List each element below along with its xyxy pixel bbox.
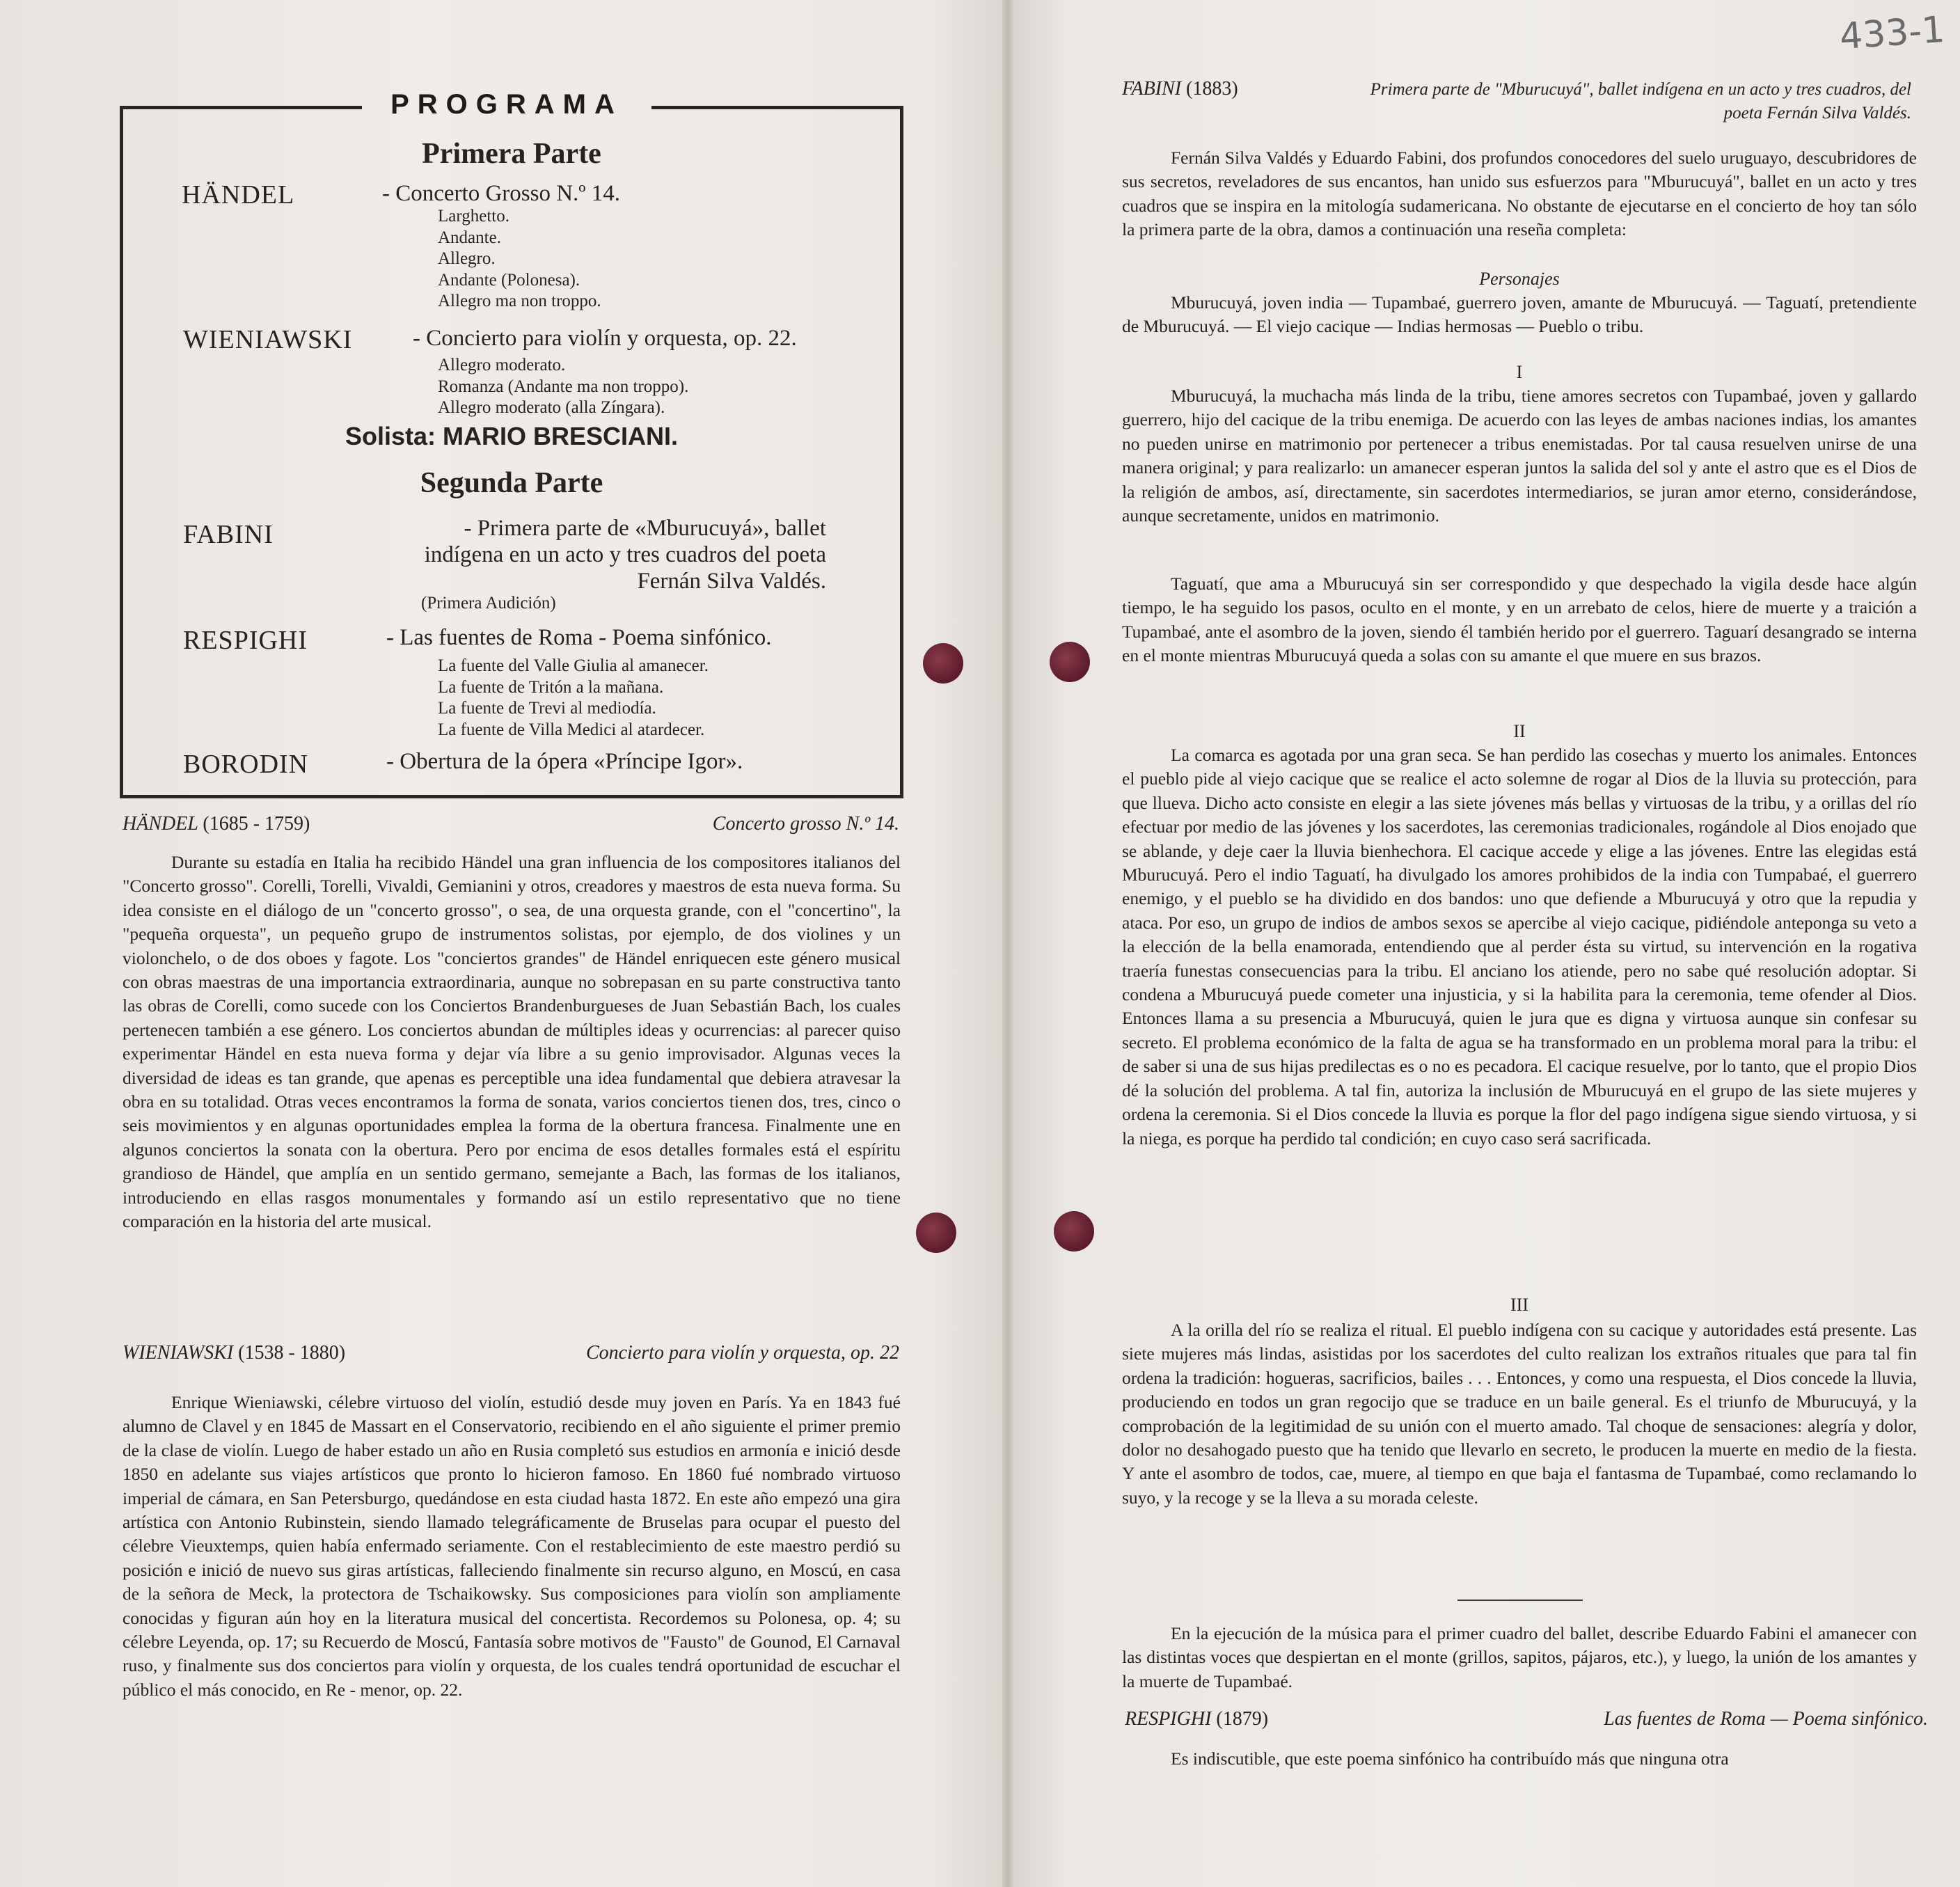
fabini-intro: Fernán Silva Valdés y Eduardo Fabini, dos profundos conocedores del suelo uruguayo, descubridores de sus secretos, reveladores de sus encantos, han unido sus esfuerzos para "Mburucuyá", ballet en un acto y tres cuadros que se inspira en la mitología sudamericana. No obstante de ejecutarse en el concierto de hoy tan sólo la primera parte de la obra, damos a continuación una reseña completa: [1122, 148, 1917, 240]
section-work: Primera parte de "Mburucuyá", ballet indígena en un acto y tres cuadros, del poeta Fernán Silva Valdés. [1370, 80, 1911, 123]
program-composer: BORODIN [183, 750, 309, 779]
punch-hole [916, 1213, 956, 1253]
page-fold [1002, 0, 1013, 1887]
section-work: Concierto para violín y orquesta, op. 22 [585, 1342, 899, 1364]
handel-heading [122, 813, 899, 835]
margin-note: 433-1 [1838, 8, 1946, 58]
section-work: Concerto grosso N.º 14. [712, 813, 899, 835]
program-composer: RESPIGHI [183, 626, 308, 655]
part-one-heading: Primera Parte [422, 138, 601, 170]
fabini-music-paragraph: En la ejecución de la música para el primer cuadro del ballet, describe Eduardo Fabini el amanecer con las distintas voces que despiertan en el monte (grillos, sapitos, pájaros, etc.), y luego, la unión de los amantes y la muerte de Tupambaé. [1122, 1623, 1917, 1691]
punch-hole [923, 643, 963, 684]
story-paragraph: Mburucuyá, la muchacha más linda de la tribu, tiene amores secretos con Tupambaé, joven y gallardo guerrero, hijo del cacique de la tribu enemiga. De acuerdo con las leyes de ambas naciones indias, los amantes no pueden unirse en matrimonio por pertenecer a tribus enemistadas. Por tal causa resuelven unirse de una manera original; y para realizarlo: un amanecer esperan juntos la salida del sol y ante el astro que es el Dios de la religión de ambos, así, directamente, sin sacerdotes intermediarios, se juran amor eterno, considerándose, aunque secretamente, unidos en matrimonio. [1122, 386, 1917, 526]
program-movements: La fuente del Valle Giulia al amanecer. La fuente de Tritón a la mañana. La fuente de Trevi al mediodía. La fuente de Villa Medici al atardecer. [438, 656, 709, 739]
wieniawski-paragraph: Enrique Wieniawski, célebre virtuoso del violín, estudió desde muy joven en París. Ya en 1843 fué alumno de Clavel y en 1845 de Massart en el Conservatorio, recibiendo en el año siguiente el primer premio de la clase de violín. Luego de haber estado un año en Rusia completó sus estudios en armonía e inició desde 1850 en adelante sus viajes artísticos que pronto lo hicieron famoso. En 1860 fué nombrado virtuoso imperial de cámara, en San Petersburgo, quedándose en esta ciudad hasta 1872. En este año empezó una gira artística con Antonio Rubinstein, siendo llamado telegráficamente de Bruselas para ocupar el puesto del célebre Vieuxtemps, quien había enfermado seriamente. Con el restablecimiento de este maestro perdió su posición e inició de nuevo sus giras artísticas, falleciendo finalmente sin recurso alguno, en Moscú, en casa de la señora de Meck, la protectora de Tschaikowsky. Sus composiciones para violín son ampliamente conocidas y figuran aún hoy en la literatura musical del concertista. Recordemos su Polonesa, op. 4; su célebre Leyenda, op. 17; su Recuerdo de Moscú, Fantasía sobre motivos de "Fausto" de Gounod, El Carnaval ruso, y finalmente sus dos conciertos para violín y orquesta, de los cuales tendrá oportunidad de escuchar el público el más conocido, en Re - menor, op. 22. [122, 1392, 901, 1700]
program-work: - Concierto para violín y orquesta, op. 22. [413, 326, 797, 351]
program-movements: Allegro moderato. Romanza (Andante ma non troppo). Allegro moderato (alla Zíngara). [438, 356, 689, 417]
program-movements: Larghetto. Andante. Allegro. Andante (Polonesa). Allegro ma non troppo. [438, 207, 601, 310]
section-dates: (1685 - 1759) [203, 813, 310, 835]
program-composer: FABINI [183, 520, 274, 549]
fabini-heading [1122, 78, 1911, 134]
respighi-paragraph: Es indiscutible, que este poema sinfónico ha contribuído más que ninguna otra [1171, 1748, 1729, 1769]
handel-paragraph: Durante su estadía en Italia ha recibido Händel una gran influencia de los compositores italianos del "Concerto grosso". Corelli, Torelli, Vivaldi, Gemianini y otros, creadores y maestros de esta nueva forma. Su idea consiste en el diálogo de un "concerto grosso", o sea, de una orquesta grande, con el "concertino", la "pequeña orquesta", un pequeño grupo de instrumentos solistas, por ejemplo, de dos violines y un violonchelo, o de dos oboes y fagote. Los "conciertos grandes" de Händel enriquecen este género musical con obras maestras de una importancia extraordinaria, aunque no sobrepasan en su parte constructiva tanto las obras de Corelli, como sucede con los Conciertos Brandenburgueses de Juan Sebastián Bach, los cuales pertenecen también a ese género. Los conciertos abundan de múltiples ideas y ocurrencias: al parecer quiso experimentar Händel en esta nueva forma y dejar vía libre a su genio improvisador. Algunas veces la diversidad de ideas es tan grande, que apenas es perceptible una idea fundamental que debiera atravesar la obra en su totalidad. Otras veces encontramos la forma de sonata, varios conciertos tienen dos, tres, cinco o seis movimientos y en algunas oportunidades emplea la forma de la obertura francesa. Finalmente une en algunos conciertos la sonata con la obertura. Pero por encima de esos detalles formales está el espíritu grandioso de Händel, que amplía en un sentido germano, semejante a Bach, las formas de los italianos, introduciendo en ellas rasgos monumentales y formando así un estilo representativo que no tiene comparación en la historia del arte musical. [122, 852, 901, 1232]
section-composer: FABINI [1122, 78, 1182, 100]
punch-hole [1050, 642, 1090, 682]
section-number: III [1510, 1295, 1528, 1315]
program-title: PROGRAMA [390, 89, 623, 120]
program-work: - Obertura de la ópera «Príncipe Igor». [386, 749, 743, 774]
story-paragraph: Taguatí, que ama a Mburucuyá sin ser correspondido y que despechado la vigila desde hace algún tiempo, le ha seguido los pasos, oculto en el monte, y en un arrebato de celos, hiere de muerte y a traición a Tupambaé, ante el asombro de la joven, siendo él también herido por el guerrero. Taguarí desangrado se interna en el monte mientras Mburucuyá queda a solas con su amante el que muere en sus brazos. [1122, 574, 1917, 666]
program-movements: (Primera Audición) [421, 594, 556, 613]
section-composer: WIENIAWSKI [122, 1342, 234, 1364]
section-dates: (1883) [1186, 78, 1238, 100]
wieniawski-heading [122, 1342, 899, 1364]
program-work: - Concerto Grosso N.º 14. [382, 181, 621, 206]
section-number: II [1513, 721, 1526, 741]
section-work: Las fuentes de Roma — Poema sinfónico. [1604, 1708, 1928, 1730]
part-two-heading: Segunda Parte [420, 467, 603, 499]
story-paragraph: A la orilla del río se realiza el ritual. El pueblo indígena con su cacique y autoridades está presente. Las siete mujeres más lindas, asistidas por los sacerdotes del culto realizan los extraños rituales que para tal fin ordena la tradición: hogueras, sacrificios, bailes . . . Entonces, y como una respuesta, el Dios concede la lluvia, produciendo en todos un gran regocijo que se traduce en un baile general. Es el triunfo de Mburucuyá, y la comprobación de la legitimidad de su unión con el muerto amado. Tal choque de sensaciones: alegría y dolor, dolor no desahogado puesto que ha tenido que llevarlo en secreto, le producen la muerte en medio de la fiesta. Y ante el asombro de todos, cae, muere, al tiempo en que baja el fantasma de Tupambaé, como reclamando lo suyo, y la recoge y se la lleva a su morada celeste. [1122, 1320, 1917, 1508]
program-work: - Las fuentes de Roma - Poema sinfónico. [386, 625, 772, 650]
section-composer: RESPIGHI [1125, 1708, 1212, 1730]
section-divider [1457, 1600, 1583, 1601]
personajes-label: Personajes [1479, 269, 1560, 289]
soloist-line: Solista: MARIO BRESCIANI. [345, 422, 679, 450]
program-composer: HÄNDEL [182, 180, 295, 210]
section-composer: HÄNDEL [122, 813, 198, 835]
section-number: I [1516, 362, 1523, 382]
punch-hole [1054, 1211, 1094, 1252]
section-dates: (1879) [1216, 1708, 1269, 1730]
section-dates: (1538 - 1880) [238, 1342, 346, 1364]
program-work: - Primera parte de «Mburucuyá», ballet indígena en un acto y tres cuadros del poeta Fernán Silva Valdés. [424, 516, 826, 594]
program-composer: WIENIAWSKI [183, 325, 353, 354]
story-paragraph: La comarca es agotada por una gran seca. Se han perdido las cosechas y muerto los animales. Entonces el pueblo pide al viejo cacique que se realice el acto solemne de rogar al Dios de la lluvia su protección, para que llueva. Dicho acto consiste en elegir a las siete jóvenes más bellas y virtuosas de la tribu, y a orillas del río efectuar por medio de las jóvenes y los sacerdotes, las ceremonias tradicionales, rogándole al Dios enojado que se ablande, y deje caer la lluvia bienhechora. El cacique accede y elige a las jóvenes. Entre las elegidas está Mburucuyá. Pero el indio Taguatí, ha divulgado los amores prohibidos de la india con Tumpabaé, el guerrero enemigo, y el pueblo se ha dividido en dos bandos: uno que defiende a Mburucuyá y otro que la repudia y ataca. Por eso, un grupo de indios de ambos sexos se apercibe al viejo cacique, pidiéndole anteponga su veto a la elección de la bella enamorada, entendiendo que al perder ésta su virtud, su intervención en la rogativa traería funestas consecuencias para la tribu. El anciano los atiende, pero no sabe qué resolución adoptar. Si condena a Mburucuyá puede cometer una injusticia, y si la habilita para la ceremonia, teme ofender al Dios. Entonces llama a su presencia a Mburucuyá, quien le jura que es digna y virtuosa aunque sin confesar su secreto. El problema económico de la falta de agua se ha transformado en un problema moral para la tribu: el de saber si una de sus hijas predilectas es o no es pecadora. El cacique resuelve, por lo tanto, que el propio Dios dé la solución del problema. A tal fin, autoriza la inclusión de Mburucuyá en el grupo de las siete mujeres y ordena la ceremonia. Si el Dios concede la lluvia es porque la flor del pago indígena sigue siendo virtuosa, y si la niega, es porque ha perdido tal condición; en cuyo caso será sacrificada. [1122, 745, 1917, 1148]
respighi-heading [1125, 1708, 1928, 1730]
personajes-list: Mburucuyá, joven india — Tupambaé, guerrero joven, amante de Mburucuyá. — Taguatí, pretendiente de Mburucuyá. — El viejo cacique — Indias hermosas — Pueblo o tribu. [1122, 292, 1917, 337]
program-box [120, 106, 903, 798]
